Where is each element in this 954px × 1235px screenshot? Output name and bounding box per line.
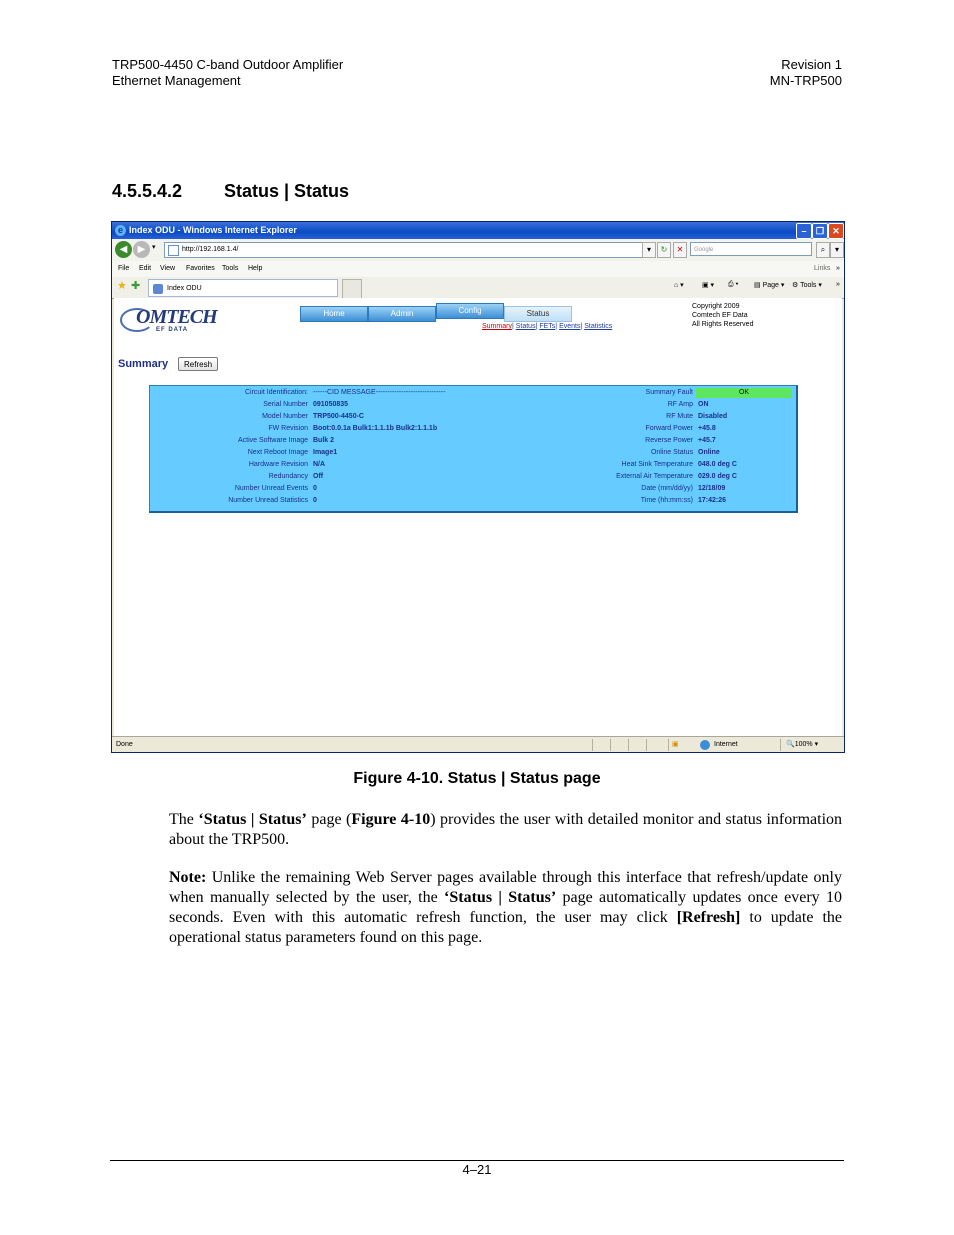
nav-home[interactable]: Home <box>300 306 368 322</box>
figure-caption: Figure 4-10. Status | Status page <box>353 770 601 787</box>
field-label: Serial Number <box>263 401 308 408</box>
comtech-banner <box>114 298 842 344</box>
footer-rule <box>110 1160 844 1161</box>
status-separator <box>592 739 593 751</box>
feeds-icon[interactable]: ▣ ▾ <box>702 282 715 289</box>
menu-view[interactable]: View <box>160 265 176 272</box>
protected-mode-icon[interactable]: ▣ <box>672 741 679 748</box>
zoom-level: 100% <box>794 741 813 748</box>
subnav-fets[interactable]: FETs <box>539 323 556 330</box>
field-value: ------CID MESSAGE------------------------------ <box>313 389 446 396</box>
maximize-button[interactable]: ❐ <box>812 223 828 239</box>
comtech-logo <box>122 306 242 332</box>
field-value: N/A <box>313 461 326 468</box>
address-text: http://192.168.1.4/ <box>182 246 239 253</box>
page-icon <box>168 245 179 256</box>
status-separator <box>780 739 781 751</box>
logo-subtext: EF DATA <box>156 327 189 333</box>
field-value: Online <box>698 449 720 456</box>
add-favorite-icon[interactable]: ✚ <box>131 280 141 292</box>
status-subnav: Summary| Status| FETs| Events| Statistics <box>482 323 613 330</box>
status-separator <box>668 739 669 751</box>
refresh-button[interactable]: Refresh <box>178 357 218 371</box>
tab-bar <box>112 277 844 299</box>
field-label: Next Reboot Image <box>247 449 308 456</box>
stop-icon[interactable]: ✕ <box>673 242 687 258</box>
text-run: Unlike the remaining Web Server pages available through this interface that refresh/update only when manually selected by the user, the <box>169 869 842 906</box>
paragraph-intro <box>169 810 842 850</box>
field-value: ON <box>698 401 709 408</box>
field-value: TRP500-4450-C <box>313 413 364 420</box>
figure-reference: Figure 4-10 <box>351 811 431 828</box>
nav-status[interactable]: Status <box>504 306 572 322</box>
search-input[interactable] <box>690 242 812 256</box>
field-label: Reverse Power <box>645 437 693 444</box>
menu-file[interactable]: File <box>118 265 130 272</box>
copyright-line: Copyright 2009 <box>692 303 740 310</box>
status-text: Done <box>116 741 133 748</box>
print-icon[interactable]: ⎙ ▾ <box>728 281 739 288</box>
field-label: Heat Sink Temperature <box>621 461 693 468</box>
field-label: Forward Power <box>645 425 693 432</box>
menu-edit[interactable]: Edit <box>139 265 152 272</box>
favorites-star-icon[interactable]: ★ <box>117 280 127 292</box>
close-button[interactable]: ✕ <box>828 223 844 239</box>
field-value: 0 <box>313 485 317 492</box>
home-icon[interactable]: ⌂ ▾ <box>674 282 684 289</box>
field-label: Date (mm/dd/yy) <box>641 485 693 492</box>
field-value: Off <box>313 473 324 480</box>
field-label: Redundancy <box>268 473 308 480</box>
field-label: Online Status <box>650 449 693 456</box>
subnav-events[interactable]: Events <box>559 323 581 330</box>
note-label: Note: <box>169 869 207 886</box>
copyright-block <box>692 302 753 329</box>
doc-revision: Revision 1 <box>781 57 842 72</box>
search-options-icon[interactable]: ▾ <box>830 242 844 258</box>
tools-menu[interactable]: ⚙ Tools ▾ <box>792 282 822 289</box>
logo-text: OMTECH <box>136 306 217 328</box>
doc-header-left <box>112 57 343 89</box>
zone-label: Internet <box>714 741 738 748</box>
refresh-icon[interactable]: ↻ <box>657 242 671 258</box>
bold-run: ‘Status | Status’ <box>198 811 307 828</box>
copyright-company: Comtech EF Data <box>692 312 748 319</box>
history-dropdown-icon[interactable]: ▾ <box>152 244 156 251</box>
text-run: page automatically updates once every 10 seconds. Even with this automatic refresh function, the user may click <box>169 889 843 926</box>
internet-zone-icon <box>700 740 710 750</box>
tools-menu-label: Tools <box>800 282 817 289</box>
browser-status-bar <box>112 736 844 753</box>
field-value: 17:42:26 <box>698 497 727 504</box>
field-label: RF Mute <box>666 413 693 420</box>
page-content <box>114 298 842 736</box>
field-value: 12/18/09 <box>698 485 726 492</box>
subnav-summary[interactable]: Summary <box>482 323 512 330</box>
text-run: page ( <box>306 811 352 828</box>
copyright-rights: All Rights Reserved <box>692 321 754 328</box>
summary-title: Summary <box>118 358 169 370</box>
new-tab-button[interactable] <box>342 279 362 299</box>
menu-tools[interactable]: Tools <box>222 265 239 272</box>
summary-fault-ok: OK <box>696 388 792 398</box>
subnav-statistics[interactable]: Statistics <box>584 323 613 330</box>
address-input[interactable] <box>164 242 656 258</box>
bold-run: ‘Status | Status’ <box>444 889 557 906</box>
status-summary-panel <box>149 385 798 513</box>
search-icon[interactable]: ⌕ <box>816 242 830 258</box>
menu-help[interactable]: Help <box>248 265 263 272</box>
minimize-button[interactable]: – <box>796 223 812 239</box>
nav-config[interactable]: Config <box>436 303 504 319</box>
status-separator <box>610 739 611 751</box>
links-label[interactable]: Links <box>814 265 831 272</box>
menu-bar <box>112 261 844 278</box>
field-value: +45.7 <box>698 437 716 444</box>
address-dropdown-button[interactable]: ▾ <box>642 242 656 258</box>
address-bar-row <box>112 239 844 262</box>
toolbar-chevron-icon[interactable]: » <box>836 281 840 288</box>
field-value: Bulk 2 <box>313 437 335 444</box>
status-separator <box>628 739 629 751</box>
tab-label: Index ODU <box>167 285 202 292</box>
text-run: ) provides the user with detailed monitor and status information about the TRP500. <box>169 811 843 848</box>
field-label: External Air Temperature <box>616 473 693 480</box>
window-title: Index ODU - Windows Internet Explorer <box>129 225 297 235</box>
section-title: Status | Status <box>224 181 350 201</box>
ie-logo-icon: e <box>115 225 126 236</box>
field-label: Number Unread Statistics <box>228 497 308 504</box>
field-value: 0 <box>313 497 317 504</box>
field-label: Model Number <box>262 413 308 420</box>
section-number: 4.5.5.4.2 <box>112 181 183 201</box>
browser-window <box>111 221 845 753</box>
field-label: RF Amp <box>667 401 693 408</box>
field-label: Summary Fault <box>645 389 693 396</box>
field-value: 091050835 <box>313 401 349 408</box>
field-label: Active Software Image <box>237 437 308 444</box>
text-run: to update the operational status parameters found on this page. <box>169 909 842 946</box>
field-value: Boot:0.0.1a Bulk1:1.1.1b Bulk2:1.1.1b <box>313 425 438 432</box>
field-value: 048.0 deg C <box>698 461 737 468</box>
page-menu-label: Page <box>762 282 779 289</box>
field-value: 029.0 deg C <box>698 473 737 480</box>
field-label: Hardware Revision <box>248 461 308 468</box>
field-label: FW Revision <box>268 425 308 432</box>
field-value: Image1 <box>313 449 338 456</box>
field-label: Circuit Identification: <box>244 389 308 396</box>
bold-run: [Refresh] <box>676 909 741 926</box>
field-label: Time (hh:mm:ss) <box>640 497 693 504</box>
doc-header-right <box>770 57 842 89</box>
tab-index-odu[interactable] <box>148 279 338 297</box>
field-label: Number Unread Events <box>234 485 308 492</box>
menu-favorites[interactable]: Favorites <box>186 265 215 272</box>
tab-page-icon <box>153 284 163 294</box>
back-button[interactable]: ◀ <box>115 241 132 258</box>
status-separator <box>646 739 647 751</box>
paragraph-note <box>169 868 842 948</box>
subnav-status[interactable]: Status <box>515 323 536 330</box>
page-number: 4–21 <box>462 1162 492 1177</box>
doc-chapter: Ethernet Management <box>112 73 241 88</box>
page-menu[interactable]: ▤ Page ▾ <box>754 282 785 289</box>
zoom-control[interactable]: 🔍100% ▾ <box>786 741 819 748</box>
title-bar <box>112 222 844 239</box>
forward-button[interactable]: ▶ <box>133 241 150 258</box>
field-value: Disabled <box>698 413 728 420</box>
text-run: The <box>169 811 199 828</box>
field-value: +45.8 <box>698 425 716 432</box>
doc-title: TRP500-4450 C-band Outdoor Amplifier <box>112 57 344 72</box>
nav-admin[interactable]: Admin <box>368 306 436 322</box>
search-placeholder: Google <box>694 247 714 253</box>
links-chevron-icon[interactable]: » <box>836 265 840 272</box>
section-heading <box>112 181 349 202</box>
doc-manual-number: MN-TRP500 <box>769 73 842 88</box>
